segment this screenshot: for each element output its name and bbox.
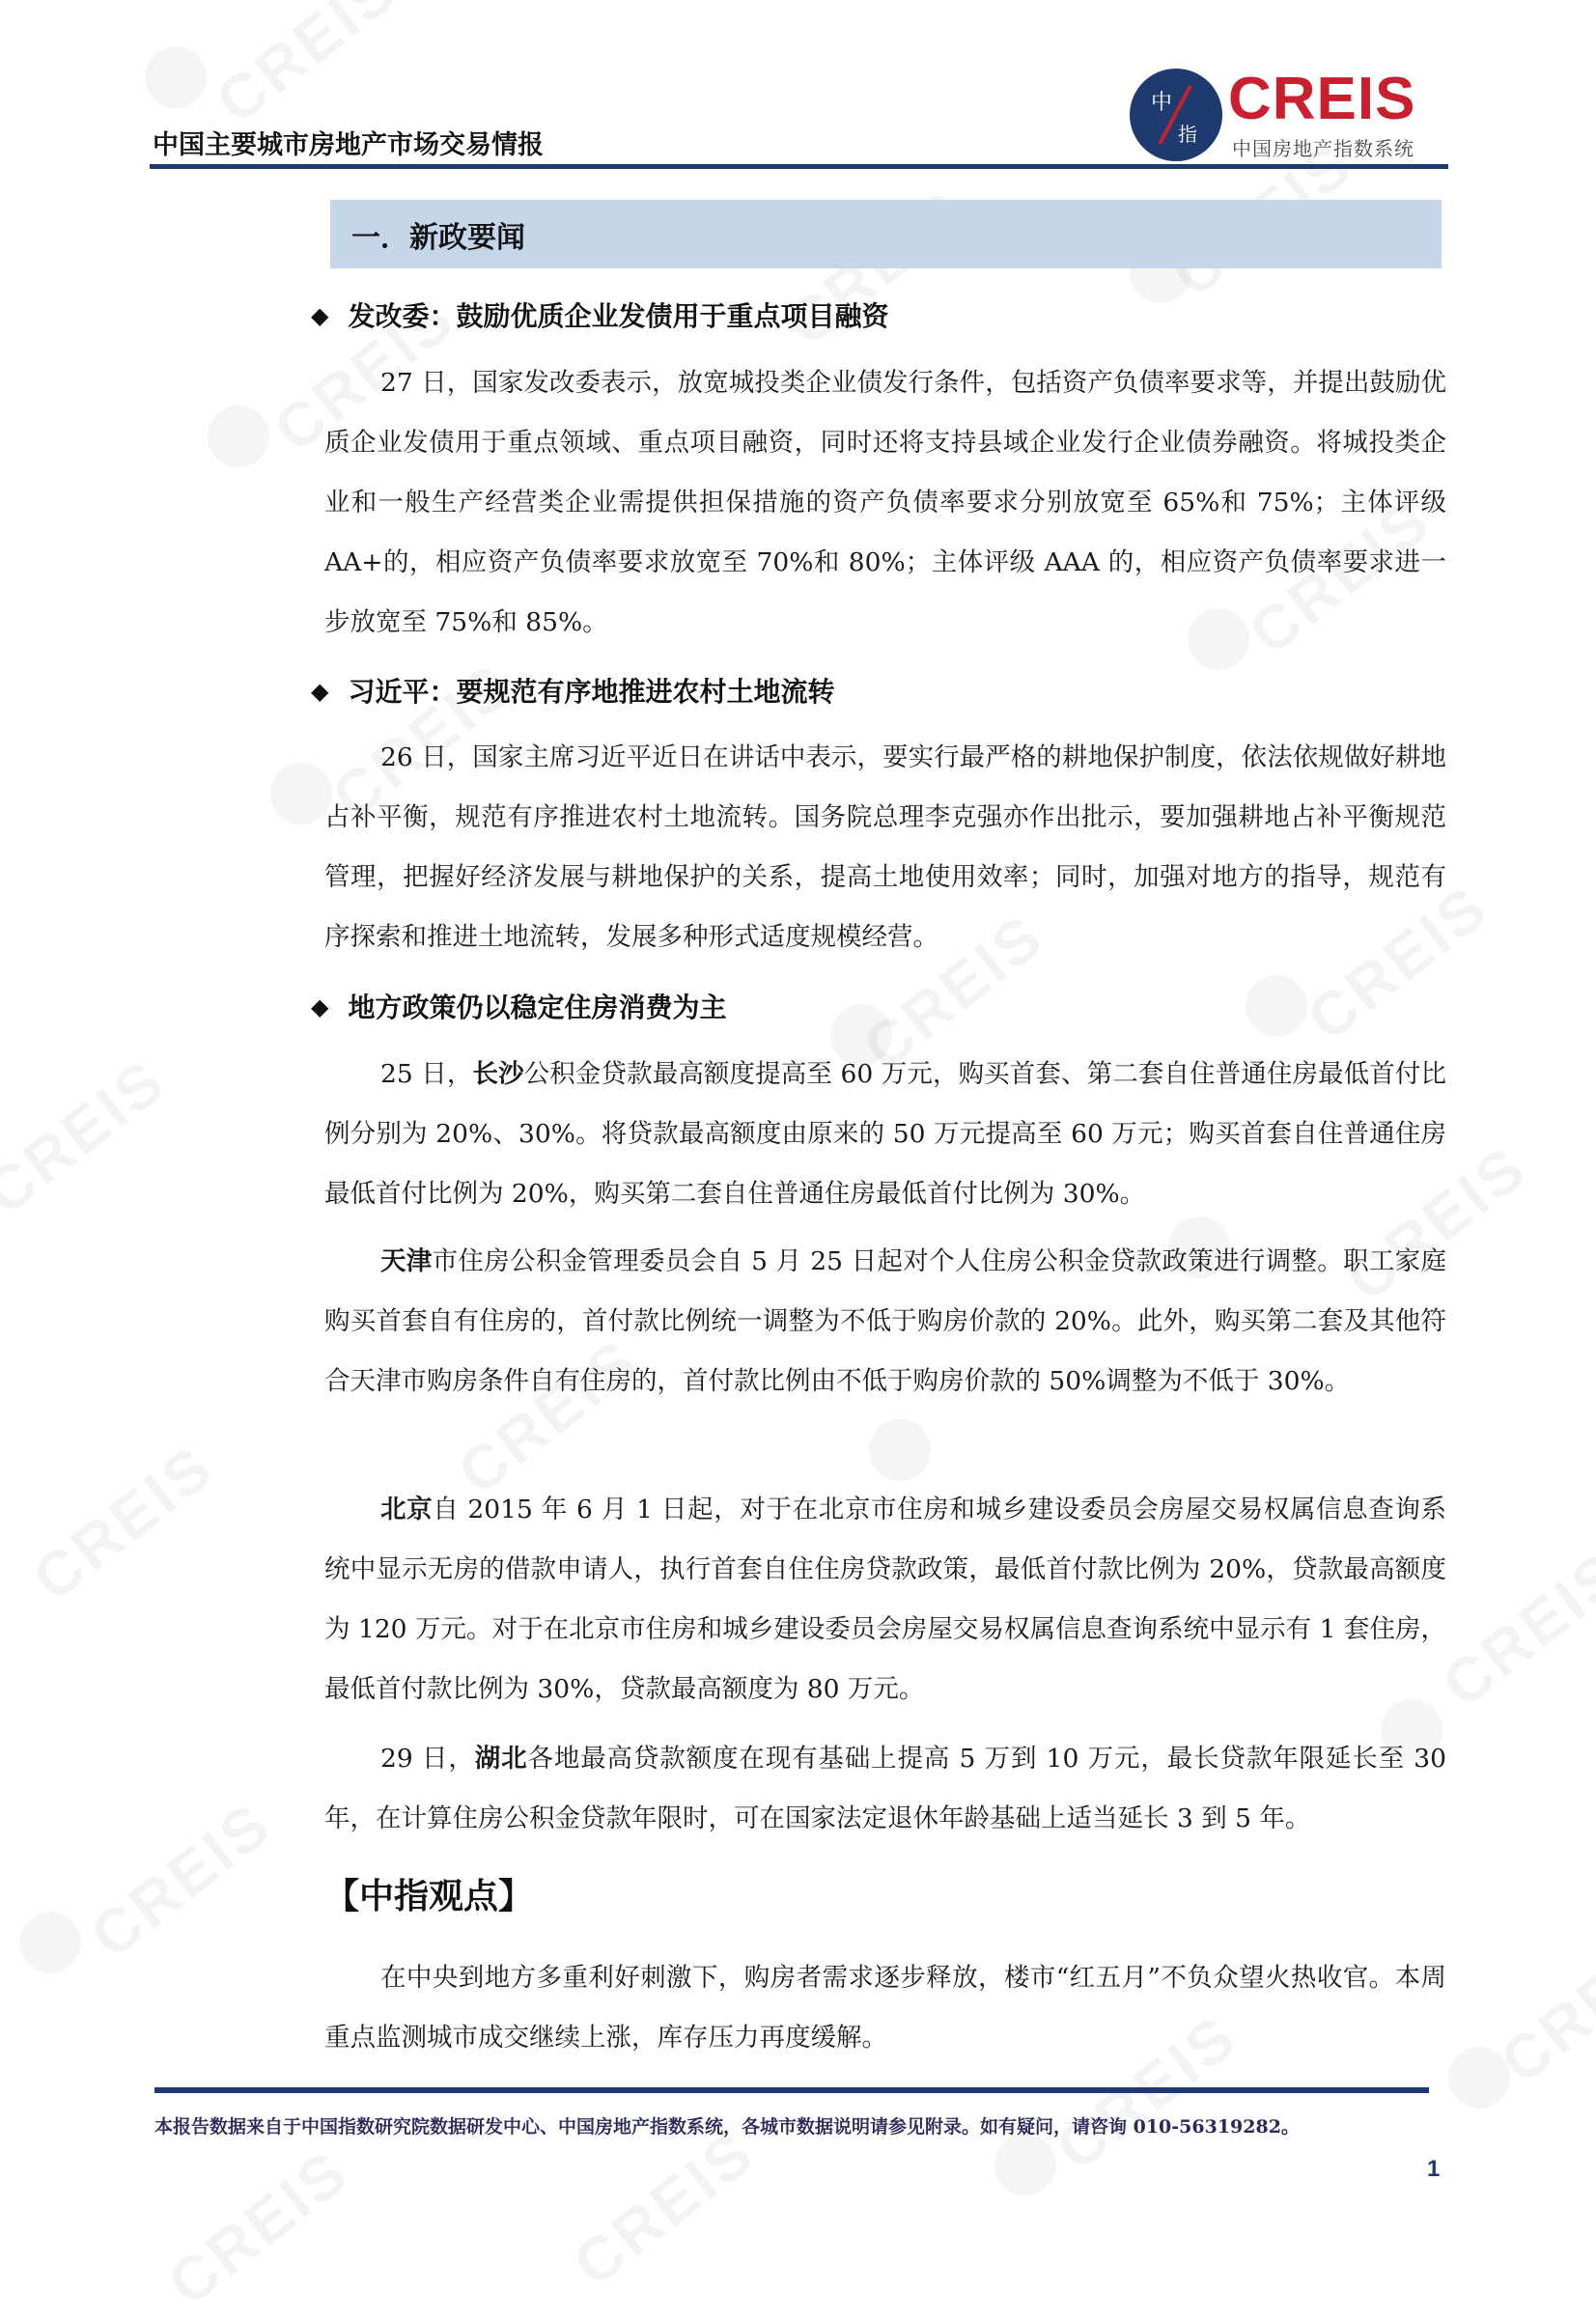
city-policy-paragraph <box>324 1045 1446 1224</box>
city-policy-paragraph <box>324 1480 1446 1719</box>
logo-seal-icon <box>1130 69 1222 161</box>
watermark-text <box>203 0 410 138</box>
news-heading-text: 地方政策仍以稳定住房消费为主 <box>348 992 727 1023</box>
policy-city: 天津 <box>380 1246 433 1276</box>
policy-city: 湖北 <box>474 1744 528 1774</box>
diamond-bullet-icon: ◆ <box>311 300 329 329</box>
policy-date: 29 日， <box>380 1744 475 1774</box>
watermark-text <box>560 2115 768 2300</box>
policy-city: 北京 <box>380 1495 434 1524</box>
watermark-mark <box>869 1419 931 1481</box>
watermark-mark <box>1246 975 1307 1037</box>
news-heading-text: 发改委：鼓励优质企业发债用于重点项目融资 <box>348 300 889 332</box>
watermark-mark <box>145 46 207 108</box>
news-heading <box>311 987 726 1025</box>
watermark-text <box>77 1787 285 1971</box>
diamond-bullet-icon: ◆ <box>311 676 329 705</box>
policy-date: 25 日， <box>380 1059 473 1089</box>
report-title: 中国主要城市房地产市场交易情报 <box>153 130 544 160</box>
watermark-mark <box>208 405 269 467</box>
watermark-mark <box>270 763 332 825</box>
policy-text: 公积金贷款最高额度提高至 60 万元，购买首套、第二套自住普通住房最低首付比例分别为 20%、30%。将贷款最高额度由原来的 50 万元提高至 60 万元；购买首套自住普通住房最低首付比例为 20%，购买第二套自住普通住房最低首付比例为 30%。 <box>324 1059 1446 1209</box>
watermark-text <box>1429 1536 1596 1720</box>
section-heading: 一．新政要闻 <box>330 200 1442 268</box>
policy-city: 长沙 <box>472 1059 524 1089</box>
news-heading <box>311 671 834 710</box>
page-number: 1 <box>1427 2156 1441 2182</box>
diamond-bullet-icon: ◆ <box>311 992 329 1020</box>
watermark-text <box>1487 1913 1596 2097</box>
creis-logo <box>1130 64 1458 170</box>
news-paragraph: 27 日，国家发改委表示，放宽城投类企业债发行条件，包括资产负债率要求等，并提出鼓励优质企业发债用于重点领域、重点项目融资，同时还将支持县域企业发行企业债券融资。将城投类企业和一般生产经营类企业需提供担保措施的资产负债率要求分别放宽至 65%和 75%；主体评级 AA+的，相应资产负债率要求放宽至 70%和 80%；主体评级 AAA 的，相应资产负债率要求进一步放宽至 75%和 85%。 <box>324 368 1446 637</box>
watermark-mark <box>19 1912 81 1973</box>
viewpoint-paragraph: 在中央到地方多重利好刺激下，购房者需求逐步释放，楼市“红五月”不负众望火热收官。本周重点监测城市成交继续上涨，库存压力再度缓解。 <box>324 1963 1446 2053</box>
city-policy-paragraph <box>324 1729 1446 1849</box>
news-paragraph: 26 日，国家主席习近平近日在讲话中表示，要实行最严格的耕地保护制度，依法依规做好耕地占补平衡，规范有序推进农村土地流转。国务院总理李克强亦作出批示，要加强耕地占补平衡规范管理，把握好经济发展与耕地保护的关系，提高土地使用效率；同时，加强对地方的指导，规范有序探索和推进土地流转，发展多种形式适度规模经营。 <box>324 742 1446 952</box>
policy-text: 市住房公积金管理委员会自 5 月 25 日起对个人住房公积金贷款政策进行调整。职工家庭购买首套自有住房的，首付款比例统一调整为不低于购房价款的 20%。此外，购买第二套及其他符合天津市购房条件自有住房的，首付款比例由不低于购房价款的 50%调整为不低于 30%。 <box>324 1246 1446 1396</box>
watermark-text <box>0 1044 180 1228</box>
logo-seal-char: 指 <box>1178 123 1197 146</box>
watermark-mark <box>1448 2047 1510 2109</box>
watermark-mark <box>994 2134 1056 2195</box>
news-heading <box>311 295 888 334</box>
city-policy-paragraph <box>324 1232 1446 1412</box>
footer-note: 本报告数据来自于中国指数研究院数据研发中心、中国房地产指数系统，各城市数据说明请参见附录。如有疑问，请咨询 010-56319282。 <box>154 2116 1300 2138</box>
logo-wordmark: CREIS <box>1228 66 1416 132</box>
watermark-text <box>154 2135 362 2319</box>
logo-subtitle: 中国房地产指数系统 <box>1232 137 1414 160</box>
logo-seal-char: 中 <box>1151 91 1173 115</box>
news-heading-text: 习近平：要规范有序地推进农村土地流转 <box>348 676 835 708</box>
policy-text: 各地最高贷款额度在现有基础上提高 5 万到 10 万元，最长贷款年限延长至 30 年，在计算住房公积金贷款年限时，可在国家法定退休年龄基础上适当延长 3 到 5 年。 <box>324 1744 1447 1833</box>
viewpoint-heading: 【中指观点】 <box>324 1876 534 1916</box>
footer-divider <box>154 2087 1429 2093</box>
policy-text: 自 2015 年 6 月 1 日起，对于在北京市住房和城乡建设委员会房屋交易权属信息查询系统中显示无房的借款申请人，执行首套自住住房贷款政策，最低首付款比例为 20%，贷款最高额度为 120 万元。对于在北京市住房和城乡建设委员会房屋交易权属信息查询系统中显示有 1 套住房，最低首付款比例为 30%，贷款最高额度为 80 万元。 <box>324 1495 1447 1704</box>
header-divider <box>150 164 1448 169</box>
watermark-text <box>19 1430 227 1614</box>
